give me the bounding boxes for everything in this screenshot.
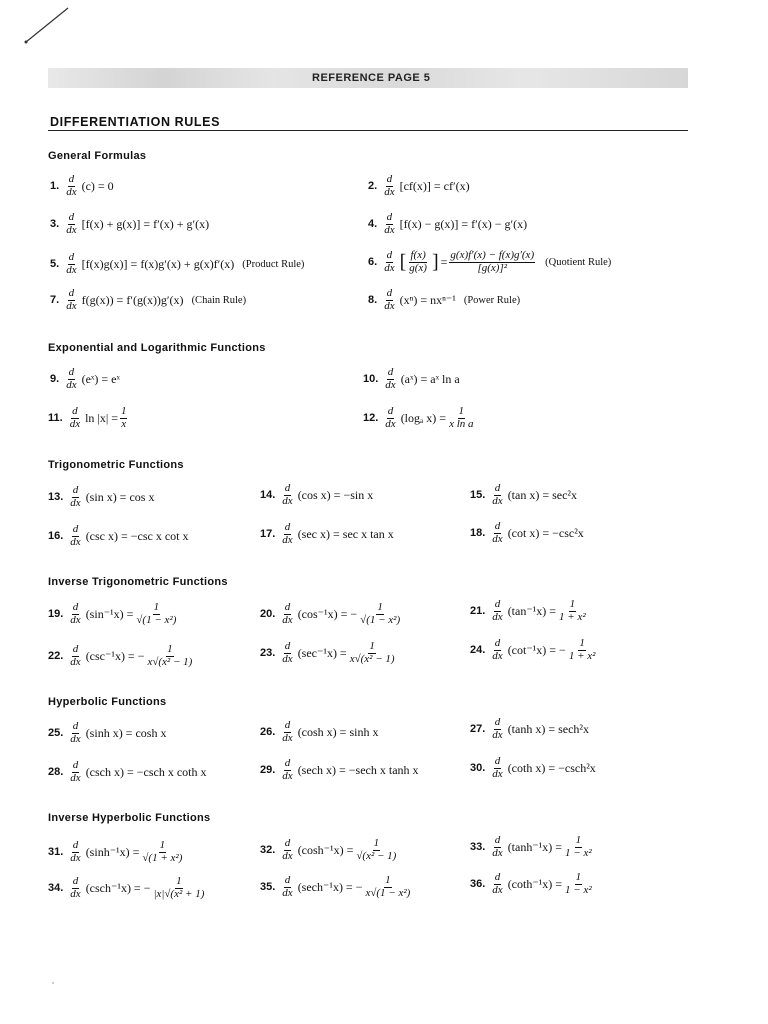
formula-number: 30.: [470, 762, 486, 775]
fraction-numerator: d: [387, 366, 394, 378]
fraction-denominator: x√(1 − x²): [365, 886, 411, 899]
bracket-open: [: [399, 250, 407, 273]
fraction: [69, 406, 81, 430]
pen-stroke-mark: [22, 4, 72, 46]
formula-expression: (sech⁻¹x) = −: [297, 879, 363, 894]
fraction-numerator: d: [68, 251, 75, 263]
fraction-denominator: dx: [492, 883, 503, 896]
section-title: DIFFERENTIATION RULES: [50, 115, 221, 129]
formula-expression: (cosh⁻¹x) =: [297, 842, 354, 857]
formula-item: [470, 483, 577, 507]
formula-number: 33.: [470, 841, 486, 854]
fraction-denominator: dx: [492, 610, 503, 623]
fraction-denominator: dx: [70, 887, 81, 900]
fraction: [564, 872, 593, 896]
fraction-numerator: d: [72, 839, 79, 851]
formula-expression: (coth x) = −csch²x: [507, 760, 596, 775]
fraction: [146, 644, 193, 668]
formula-item: [48, 524, 189, 548]
fraction: [491, 872, 503, 896]
fraction-numerator: d: [387, 405, 394, 417]
equals-sign: =: [440, 254, 448, 269]
formula-expression: (sech x) = −sech x tanh x: [297, 762, 419, 777]
fraction-numerator: d: [284, 874, 291, 886]
formula-number: 23.: [260, 647, 276, 660]
fraction: [69, 876, 81, 900]
formula-number: 20.: [260, 608, 276, 621]
fraction-numerator: d: [494, 755, 501, 767]
fraction-denominator: dx: [70, 771, 81, 784]
fraction: [141, 840, 183, 864]
fraction-numerator: d: [494, 716, 501, 728]
formula-expression: (sinh⁻¹x) =: [85, 844, 140, 859]
fraction-numerator: 1: [377, 601, 383, 613]
formula-number: 35.: [260, 881, 276, 894]
fraction: [281, 641, 293, 665]
fraction: [491, 835, 503, 859]
fraction: [281, 602, 293, 626]
fraction-denominator: x: [121, 417, 127, 430]
bracket-close: ]: [431, 250, 439, 273]
fraction: [491, 521, 503, 545]
formula-item: [48, 721, 166, 745]
formula-expression: (sin⁻¹x) =: [85, 606, 134, 621]
formula-number: 1.: [50, 180, 60, 193]
fraction-denominator: dx: [385, 378, 396, 391]
fraction-numerator: d: [284, 521, 291, 533]
fraction: [491, 717, 503, 741]
fraction-denominator: √(1 + x²): [142, 851, 183, 864]
fraction: [65, 174, 77, 198]
fraction-denominator: dx: [69, 417, 81, 430]
formula-expression: (xⁿ) = nxⁿ⁻¹: [399, 292, 456, 307]
formula-item: [48, 760, 207, 784]
formula-number: 2.: [368, 180, 378, 193]
formula-expression: ln |x| =: [85, 410, 118, 425]
fraction: [152, 876, 205, 900]
fraction: [384, 406, 396, 430]
fraction-denominator: dx: [66, 185, 77, 198]
fraction-numerator: d: [72, 484, 79, 496]
subsection-hyperbolic: Hyperbolic Functions: [48, 696, 167, 708]
fraction-numerator: d: [68, 287, 75, 299]
formula-expression: (sec⁻¹x) =: [297, 645, 347, 660]
formula-expression: (csc⁻¹x) = −: [85, 648, 145, 663]
formula-expression: (eˣ) = eˣ: [81, 371, 120, 386]
fraction: [349, 641, 396, 665]
formula-item: [48, 876, 207, 900]
formula-item: [48, 485, 154, 509]
fraction: [359, 602, 401, 626]
formula-number: 16.: [48, 530, 64, 543]
fraction: [69, 840, 81, 864]
formula-expression: (sin x) = cos x: [85, 489, 155, 504]
formula-expression: (sec x) = sec x tan x: [297, 526, 394, 541]
formula-number: 14.: [260, 489, 276, 502]
fraction-numerator: d: [284, 640, 291, 652]
fraction: [69, 524, 81, 548]
fraction-denominator: dx: [282, 849, 293, 862]
reference-page-title: REFERENCE PAGE 5: [312, 72, 431, 84]
fraction: [355, 838, 397, 862]
fraction-numerator: d: [72, 405, 78, 417]
fraction-denominator: |x|√(x² + 1): [153, 887, 205, 900]
formula-expression: (sinh x) = cosh x: [85, 725, 167, 740]
formula-item: [260, 838, 399, 862]
fraction: [383, 174, 395, 198]
page-speck: [52, 982, 54, 984]
fraction-numerator: d: [68, 173, 75, 185]
formula-expression: (cot⁻¹x) = −: [507, 642, 566, 657]
fraction-numerator: 1: [159, 839, 166, 851]
formula-expression: (aˣ) = aˣ ln a: [400, 371, 460, 386]
fraction-numerator: 1: [373, 837, 380, 849]
fraction-numerator: 1: [167, 643, 173, 655]
formula-expression: (c) = 0: [81, 178, 114, 193]
fraction-denominator: dx: [384, 299, 395, 312]
formula-item: [260, 875, 413, 899]
formula-number: 5.: [50, 258, 60, 271]
fraction-numerator: 1: [458, 405, 465, 417]
formula-number: 32.: [260, 844, 276, 857]
fraction-denominator: 1 − x²: [565, 846, 592, 859]
formula-number: 21.: [470, 605, 486, 618]
fraction-numerator: d: [72, 759, 79, 771]
fraction: [281, 875, 293, 899]
formula-number: 24.: [470, 644, 486, 657]
formula-item: [470, 756, 596, 780]
formula-number: 26.: [260, 726, 276, 739]
fraction: [568, 638, 597, 662]
formula-number: 17.: [260, 528, 276, 541]
fraction-denominator: dx: [492, 846, 503, 859]
fraction: [558, 599, 587, 623]
fraction: [491, 599, 503, 623]
fraction-denominator: √(1 − x²): [360, 613, 401, 626]
fraction-numerator: d: [494, 637, 501, 649]
fraction-numerator: d: [72, 523, 79, 535]
subsection-general: General Formulas: [48, 150, 147, 162]
formula-item: [363, 406, 477, 430]
formula-item: [470, 521, 584, 545]
fraction-denominator: [g(x)]²: [477, 261, 508, 274]
fraction: [281, 720, 293, 744]
formula-number: 29.: [260, 764, 276, 777]
fraction: [69, 721, 81, 745]
formula-expression: f(g(x)) = f′(g(x))g′(x): [81, 292, 184, 307]
fraction-numerator: d: [386, 211, 393, 223]
fraction-numerator: 1: [579, 637, 585, 649]
fraction-denominator: dx: [384, 223, 395, 236]
fraction-numerator: d: [494, 482, 501, 494]
fraction: [65, 288, 77, 312]
fraction-numerator: d: [72, 643, 79, 655]
fraction: [65, 212, 77, 236]
formula-number: 36.: [470, 878, 486, 891]
formula-expression: [f(x) − g(x)] = f′(x) − g′(x): [399, 216, 528, 231]
fraction-denominator: dx: [282, 494, 293, 507]
fraction-denominator: dx: [66, 378, 77, 391]
fraction-numerator: 1: [575, 871, 582, 883]
fraction-denominator: dx: [70, 496, 81, 509]
formula-item: [470, 599, 589, 623]
fraction-denominator: dx: [282, 652, 293, 665]
formula-item: [470, 638, 598, 662]
fraction-denominator: √(1 − x²): [136, 613, 177, 626]
formula-number: 7.: [50, 294, 60, 307]
formula-expression: (tan x) = sec²x: [507, 487, 578, 502]
formula-expression: (csc x) = −csc x cot x: [85, 528, 189, 543]
formula-number: 12.: [363, 412, 379, 425]
fraction-numerator: d: [386, 287, 393, 299]
formula-item: [260, 483, 373, 507]
rule-name-note: (Product Rule): [242, 258, 305, 270]
fraction: [120, 406, 128, 430]
fraction: [69, 760, 81, 784]
fraction-denominator: dx: [70, 732, 81, 745]
formula-expression: (tan⁻¹x) =: [507, 603, 557, 618]
formula-number: 13.: [48, 491, 64, 504]
formula-item: [50, 367, 120, 391]
fraction-numerator: d: [494, 871, 501, 883]
formula-number: 4.: [368, 218, 378, 231]
formula-number: 19.: [48, 608, 64, 621]
formula-item: [260, 758, 419, 782]
formula-item: [363, 367, 460, 391]
formula-item: [48, 602, 179, 626]
fraction-denominator: dx: [492, 728, 503, 741]
formula-item: [260, 522, 394, 546]
formula-item: [48, 644, 195, 668]
fraction-numerator: d: [72, 720, 79, 732]
rule-name-note: (Power Rule): [463, 294, 521, 306]
fraction-denominator: dx: [492, 649, 503, 662]
formula-item: [50, 252, 304, 276]
formula-item: [50, 288, 246, 312]
fraction-numerator: d: [494, 520, 501, 532]
formula-number: 3.: [50, 218, 60, 231]
fraction-numerator: 1: [575, 834, 582, 846]
formula-item: [470, 717, 589, 741]
formula-number: 31.: [48, 846, 64, 859]
fraction: [448, 406, 474, 430]
formula-item: [368, 212, 527, 236]
fraction-denominator: 1 − x²: [565, 883, 592, 896]
fraction: [69, 602, 81, 626]
formula-item: [260, 602, 403, 626]
fraction-denominator: dx: [385, 417, 396, 430]
fraction-numerator: f(x): [410, 249, 426, 261]
fraction-denominator: dx: [282, 731, 293, 744]
fraction: [383, 250, 395, 274]
fraction-numerator: 1: [153, 601, 160, 613]
fraction-numerator: 1: [369, 640, 375, 652]
formula-number: 15.: [470, 489, 486, 502]
formula-expression: (cos x) = −sin x: [297, 487, 374, 502]
formula-number: 34.: [48, 882, 64, 895]
rule-name-note: (Chain Rule): [191, 294, 247, 306]
fraction: [69, 485, 81, 509]
formula-item: [48, 406, 129, 430]
fraction-numerator: g(x)f′(x) − f(x)g′(x): [450, 249, 535, 261]
formula-number: 9.: [50, 373, 60, 386]
fraction-numerator: d: [494, 598, 501, 610]
fraction: [281, 522, 293, 546]
subsection-inverse-trig: Inverse Trigonometric Functions: [48, 576, 228, 588]
fraction: [281, 758, 293, 782]
fraction-denominator: dx: [70, 613, 81, 626]
fraction: [135, 602, 177, 626]
formula-number: 25.: [48, 727, 64, 740]
fraction-denominator: dx: [492, 767, 503, 780]
fraction-denominator: dx: [66, 299, 77, 312]
fraction-denominator: dx: [282, 533, 293, 546]
formula-expression: [f(x) + g(x)] = f′(x) + g′(x): [81, 216, 210, 231]
formula-expression: (tanh⁻¹x) =: [507, 839, 563, 854]
fraction-denominator: g(x): [409, 261, 427, 274]
formula-expression: (logₐ x) =: [400, 410, 447, 425]
fraction: [408, 250, 428, 274]
fraction: [491, 756, 503, 780]
fraction-denominator: dx: [282, 769, 293, 782]
fraction: [383, 212, 395, 236]
fraction: [383, 288, 395, 312]
formula-item: [50, 212, 209, 236]
fraction-denominator: dx: [70, 655, 81, 668]
formula-expression: (csch⁻¹x) = −: [85, 880, 151, 895]
formula-number: 11.: [48, 412, 63, 425]
formula-number: 10.: [363, 373, 379, 386]
fraction-denominator: 1 + x²: [559, 610, 586, 623]
fraction-denominator: dx: [70, 535, 81, 548]
formula-number: 27.: [470, 723, 486, 736]
fraction-denominator: 1 + x²: [568, 649, 596, 662]
formula-expression: (csch x) = −csch x coth x: [85, 764, 207, 779]
formula-expression: (cot x) = −csc²x: [507, 525, 584, 540]
fraction: [281, 483, 293, 507]
fraction-numerator: 1: [120, 405, 127, 417]
fraction-denominator: x√(x² − 1): [147, 655, 193, 668]
fraction: [65, 252, 77, 276]
formula-expression: (coth⁻¹x) =: [507, 876, 563, 891]
fraction-numerator: 1: [176, 875, 182, 887]
formula-number: 28.: [48, 766, 64, 779]
fraction: [491, 483, 503, 507]
formula-item: [260, 641, 398, 665]
fraction-denominator: dx: [282, 886, 293, 899]
fraction-numerator: d: [68, 211, 75, 223]
formula-item: [48, 840, 185, 864]
fraction-numerator: d: [386, 249, 393, 261]
fraction-numerator: d: [284, 837, 291, 849]
fraction-numerator: d: [284, 601, 291, 613]
fraction-numerator: d: [284, 757, 291, 769]
formula-item: [368, 288, 520, 312]
fraction: [65, 367, 77, 391]
fraction-denominator: dx: [70, 851, 81, 864]
formula-number: 22.: [48, 650, 64, 663]
formula-item: [260, 720, 378, 744]
subsection-trig: Trigonometric Functions: [48, 459, 184, 471]
formula-expression: [f(x)g(x)] = f(x)g′(x) + g(x)f′(x): [81, 256, 235, 271]
fraction-denominator: dx: [66, 223, 77, 236]
fraction-numerator: d: [284, 719, 291, 731]
fraction-numerator: d: [72, 875, 79, 887]
formula-item: [470, 835, 595, 859]
fraction-denominator: dx: [492, 494, 503, 507]
formula-expression: [cf(x)] = cf′(x): [399, 178, 470, 193]
fraction-numerator: 1: [569, 598, 576, 610]
fraction-denominator: x√(x² − 1): [349, 652, 395, 665]
fraction-numerator: d: [284, 482, 291, 494]
fraction-denominator: dx: [282, 613, 293, 626]
formula-item: [50, 174, 114, 198]
fraction-denominator: dx: [492, 532, 503, 545]
formula-expression: (tanh x) = sech²x: [507, 721, 590, 736]
fraction: [449, 250, 535, 274]
formula-item: [368, 174, 470, 198]
section-divider: [48, 130, 688, 131]
subsection-exponential: Exponential and Logarithmic Functions: [48, 342, 266, 354]
formula-expression: (cosh x) = sinh x: [297, 724, 379, 739]
formula-number: 8.: [368, 294, 378, 307]
formula-item: [470, 872, 595, 896]
fraction-denominator: dx: [384, 185, 395, 198]
fraction-numerator: d: [386, 173, 393, 185]
fraction: [364, 875, 411, 899]
fraction-numerator: d: [68, 366, 75, 378]
formula-number: 6.: [368, 256, 378, 269]
fraction: [69, 644, 81, 668]
fraction: [281, 838, 293, 862]
formula-number: 18.: [470, 527, 486, 540]
fraction-denominator: √(x² − 1): [356, 849, 397, 862]
subsection-inverse-hyperbolic: Inverse Hyperbolic Functions: [48, 812, 211, 824]
fraction-denominator: dx: [66, 263, 77, 276]
fraction: [491, 638, 503, 662]
fraction: [384, 367, 396, 391]
fraction-numerator: d: [72, 601, 79, 613]
fraction-denominator: x ln a: [449, 417, 474, 430]
formula-expression: (cos⁻¹x) = −: [297, 606, 358, 621]
fraction-numerator: 1: [385, 874, 391, 886]
fraction-numerator: d: [494, 834, 501, 846]
fraction-denominator: dx: [384, 261, 395, 274]
rule-name-note: (Quotient Rule): [545, 256, 612, 268]
fraction: [564, 835, 593, 859]
formula-item: [368, 250, 611, 274]
